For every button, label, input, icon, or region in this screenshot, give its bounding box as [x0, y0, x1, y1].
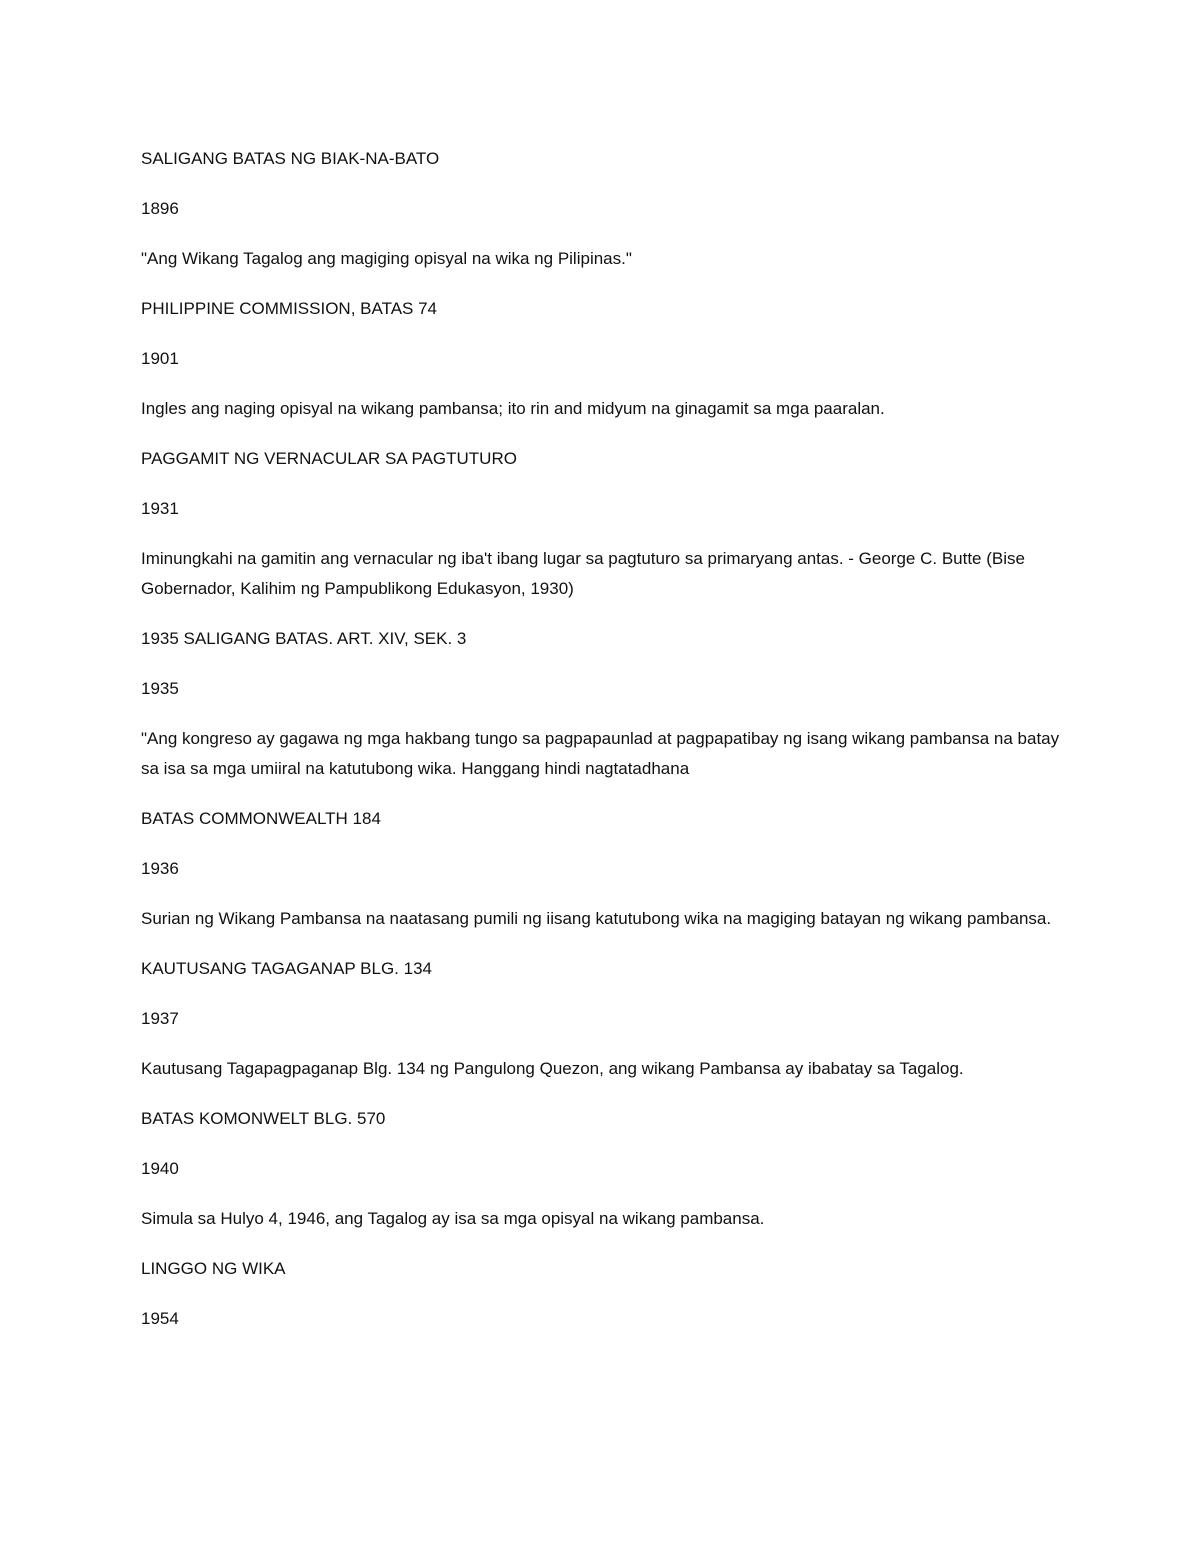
heading-kautusang-tagaganap: KAUTUSANG TAGAGANAP BLG. 134	[141, 959, 432, 978]
heading-linggo-ng-wika: LINGGO NG WIKA	[141, 1259, 286, 1278]
heading-paggamit-vernacular: PAGGAMIT NG VERNACULAR SA PAGTUTURO	[141, 449, 517, 468]
heading-batas-commonwealth-184: BATAS COMMONWEALTH 184	[141, 809, 381, 828]
text-kautusang-quezon: Kautusang Tagapagpaganap Blg. 134 ng Pangulong Quezon, ang wikang Pambansa ay ibabatay sa Tagalog.	[141, 1059, 964, 1078]
heading-saligang-batas-biak-na-bato: SALIGANG BATAS NG BIAK-NA-BATO	[141, 149, 440, 168]
year-1931: 1931	[141, 499, 179, 518]
year-1936: 1936	[141, 859, 179, 878]
year-1940: 1940	[141, 1159, 179, 1178]
heading-batas-komonwelt-570: BATAS KOMONWELT BLG. 570	[141, 1109, 386, 1128]
text-wikang-tagalog-opisyal: "Ang Wikang Tagalog ang magiging opisyal na wika ng Pilipinas."	[141, 249, 632, 268]
heading-1935-saligang-batas: 1935 SALIGANG BATAS. ART. XIV, SEK. 3	[141, 629, 467, 648]
text-ingles-opisyal: Ingles ang naging opisyal na wikang pambansa; ito rin and midyum na ginagamit sa mga paaralan.	[141, 399, 885, 418]
text-surian-wikang-pambansa: Surian ng Wikang Pambansa na naatasang pumili ng iisang katutubong wika na magiging batayan ng wikang pambansa.	[141, 909, 1052, 928]
year-1896: 1896	[141, 199, 179, 218]
text-iminungkahi-vernacular: Iminungkahi na gamitin ang vernacular ng iba't ibang lugar sa pagtuturo sa primaryang antas. - George C. Butte (Bise Gobernador, Kalihim ng Pampublikong Edukasyon, 1930)	[141, 549, 1025, 598]
text-kongreso-hakbang: "Ang kongreso ay gagawa ng mga hakbang tungo sa pagpapaunlad at pagpapatibay ng isang wikang pambansa na batay sa isa sa mga umiiral na katutubong wika. Hanggang hindi nagtatadhana	[141, 729, 1060, 778]
text-simula-hulyo-1946: Simula sa Hulyo 4, 1946, ang Tagalog ay isa sa mga opisyal na wikang pambansa.	[141, 1209, 765, 1228]
heading-philippine-commission: PHILIPPINE COMMISSION, BATAS 74	[141, 299, 437, 318]
document-body	[141, 144, 1071, 1354]
year-1954: 1954	[141, 1309, 179, 1328]
year-1901: 1901	[141, 349, 179, 368]
year-1937: 1937	[141, 1009, 179, 1028]
year-1935: 1935	[141, 679, 179, 698]
